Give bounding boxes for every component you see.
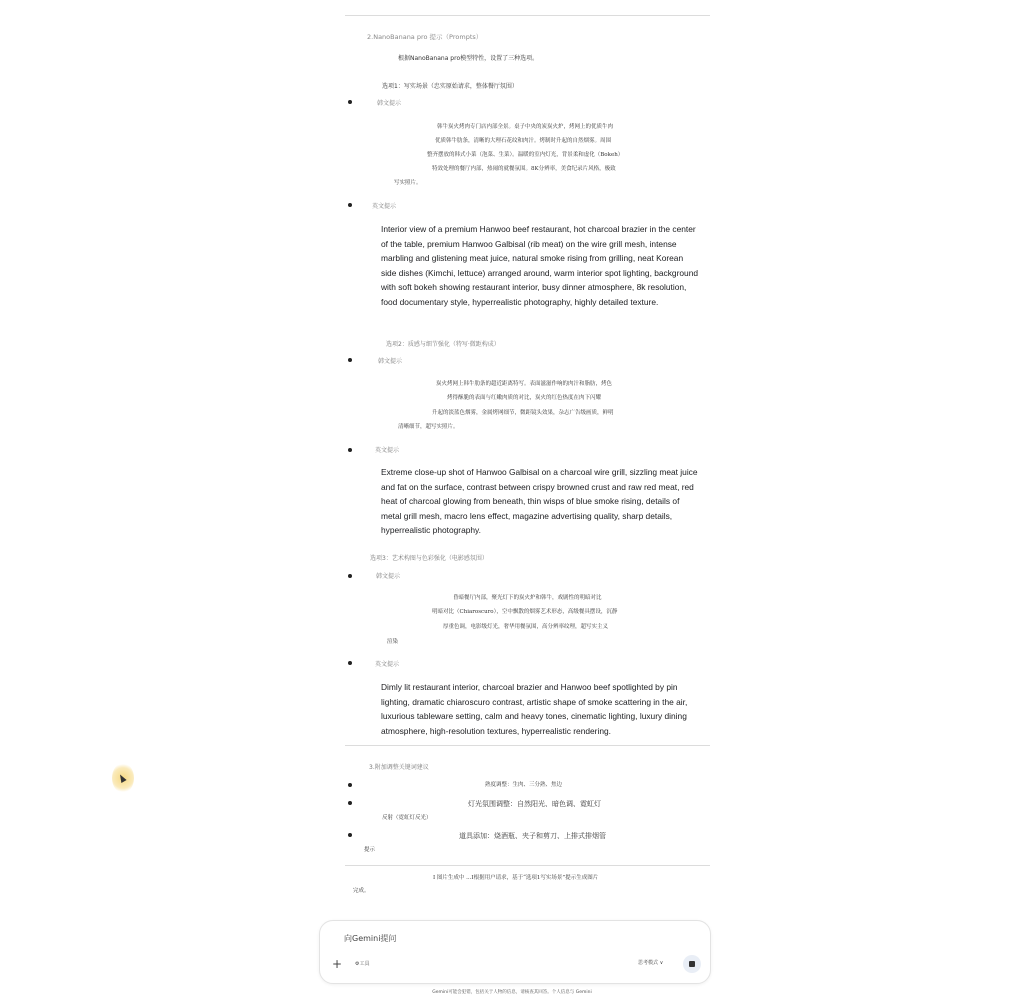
option-3-kr-line-2: 明暗对比（Chiaroscuro），空中飘散的烟雾艺术形态，高级餐具摆设，沉静 xyxy=(432,609,618,615)
option-2-kr-line-3: 升起的淡蓝色烟雾，金属烤网细节，微距镜头效果，杂志广告级画质，鲜明 xyxy=(432,410,614,416)
tweak-lighting-cont: 反射（霓虹灯反光） xyxy=(382,815,432,821)
bullet xyxy=(348,801,352,805)
option-2-kr-line-4: 清晰细节，超写实照片。 xyxy=(398,424,459,430)
section-divider xyxy=(345,865,710,866)
bullet xyxy=(348,100,352,104)
stop-icon xyxy=(689,961,695,967)
bullet xyxy=(348,783,352,787)
bullet xyxy=(348,203,352,207)
stop-button[interactable] xyxy=(683,955,701,973)
mode-selector[interactable]: 思考模式 ∨ xyxy=(638,960,664,966)
tweak-props: 道具添加：烧酒瓶、夹子和剪刀、上排式排烟管 xyxy=(459,832,606,840)
option-2-kr-label: 韩文提示 xyxy=(378,358,403,365)
tweak-doneness: 熟度调整：生肉、三分熟、焦边 xyxy=(485,782,563,788)
tweak-props-cont: 提示 xyxy=(364,847,376,853)
option-1-kr-line-4: 特效处理的餐厅内部，热闹的就餐氛围。8K分辨率，美食纪录片风格，极致 xyxy=(432,166,616,172)
option-3-kr-line-3: 厚重色调，电影级灯光，奢华用餐氛围，高分辨率纹理，超写实主义 xyxy=(443,624,609,630)
prompt-composer[interactable] xyxy=(319,920,711,984)
tools-icon: ⚙ xyxy=(355,961,360,967)
option-1-title: 选项1：写实场景（忠实原始请求，整体餐厅氛围） xyxy=(382,83,518,90)
option-1-en-prompt: Interior view of a premium Hanwoo beef restaurant, hot charcoal brazier in the center of the table, premium Hanwoo Galbisal (rib meat) on the wire grill mesh, intense marbling and glistening meat juice, natural smoke rising from grilling, neat Korean side dishes (Kimchi, lettuce) arranged around, warm interior spot lighting, background with soft bokeh showing restaurant interior, busy dinner atmosphere, 8k resolution, food documentary style, hyperrealistic photography, highly detailed texture. xyxy=(381,224,699,307)
section-3-heading: 3.附加调整关键词建议 xyxy=(369,764,429,771)
option-2-title: 选项2：质感与细节强化（特写·微距构成） xyxy=(386,341,500,348)
bullet xyxy=(348,574,352,578)
option-1-en-label: 英文提示 xyxy=(372,203,397,210)
option-3-kr-label: 韩文提示 xyxy=(376,573,401,580)
bullet xyxy=(348,833,352,837)
tools-button[interactable] xyxy=(355,960,370,967)
option-3-kr-line-1: 昏暗餐厅内部，聚光灯下的炭火炉和韩牛，戏剧性的明暗对比 xyxy=(453,595,602,601)
option-3-title: 选项3：艺术构图与色彩强化（电影感氛围） xyxy=(370,555,488,562)
bullet xyxy=(348,448,352,452)
option-2-en-label: 英文提示 xyxy=(375,447,400,454)
option-1-kr-line-5: 写实照片。 xyxy=(394,180,422,186)
option-2-kr-line-1: 炭火烤网上韩牛肋条的超近距离特写。表面滋滋作响的肉汁和脂肪，烤色 xyxy=(436,381,613,387)
bullet xyxy=(348,358,352,362)
option-3-kr-line-4: 渲染 xyxy=(387,639,399,645)
option-2-kr-line-2: 烤得酥脆的表面与红嫩肉质的对比，炭火的红色热度在肉下闪耀 xyxy=(447,395,602,401)
add-icon[interactable]: + xyxy=(332,957,343,971)
top-divider xyxy=(345,15,710,16)
option-3-en-label: 英文提示 xyxy=(375,661,400,668)
generation-status: I 图片生成中 ...I根据用户请求，基于“选项1写实场景”提示生成图片 xyxy=(433,875,599,881)
option-1-kr-line-3: 整齐摆放的韩式小菜（泡菜、生菜）。温暖的室内灯光，背景柔和虚化（Bokeh） xyxy=(427,152,624,158)
disclaimer-footer: Gemini可能会犯错，包括关于人物的信息，请核查其回答。个人信息与 Gemini xyxy=(432,990,592,995)
section-divider xyxy=(345,745,710,746)
option-1-kr-label: 韩文提示 xyxy=(377,100,402,107)
tweak-lighting: 灯光氛围调整：自然阳光、暗色调、霓虹灯 xyxy=(468,800,601,808)
tools-label: 工具 xyxy=(359,961,370,967)
prompt-input[interactable]: 向Gemini提问 xyxy=(344,934,397,943)
section-2-intro: 根据NanoBanana pro模型特性，设置了三种选项。 xyxy=(398,55,539,62)
generation-status-cont: 完成。 xyxy=(353,888,370,894)
option-2-en-prompt: Extreme close-up shot of Hanwoo Galbisal on a charcoal wire grill, sizzling meat juice and fat on the surface, contrast between crispy browned crust and raw red meat, red heat of charcoal glowing from beneath, thin wisps of blue smoke rising, details of metal grill mesh, macro lens effect, magazine advertising quality, sharp details, hyperrealistic photography. xyxy=(381,467,698,535)
option-3-en-prompt: Dimly lit restaurant interior, charcoal brazier and Hanwoo beef spotlighted by pin lighting, dramatic chiaroscuro contrast, artistic shape of smoke scattering in the air, luxurious tableware setting, calm and heavy tones, cinematic lighting, luxury dining atmosphere, high-resolution textures, hyperrealistic rendering. xyxy=(381,682,688,736)
option-1-kr-line-1: 韩牛炭火烤肉专门店内部全景。桌子中央的炭炭火炉，烤网上的优质牛肉 xyxy=(437,124,614,130)
bullet xyxy=(348,661,352,665)
option-1-kr-line-2: 优质韩牛肋条，清晰的大理石花纹和肉汁。烤制时升起的自然烟雾。周围 xyxy=(435,138,612,144)
section-2-heading: 2.NanoBanana pro 提示（Prompts） xyxy=(367,33,483,41)
